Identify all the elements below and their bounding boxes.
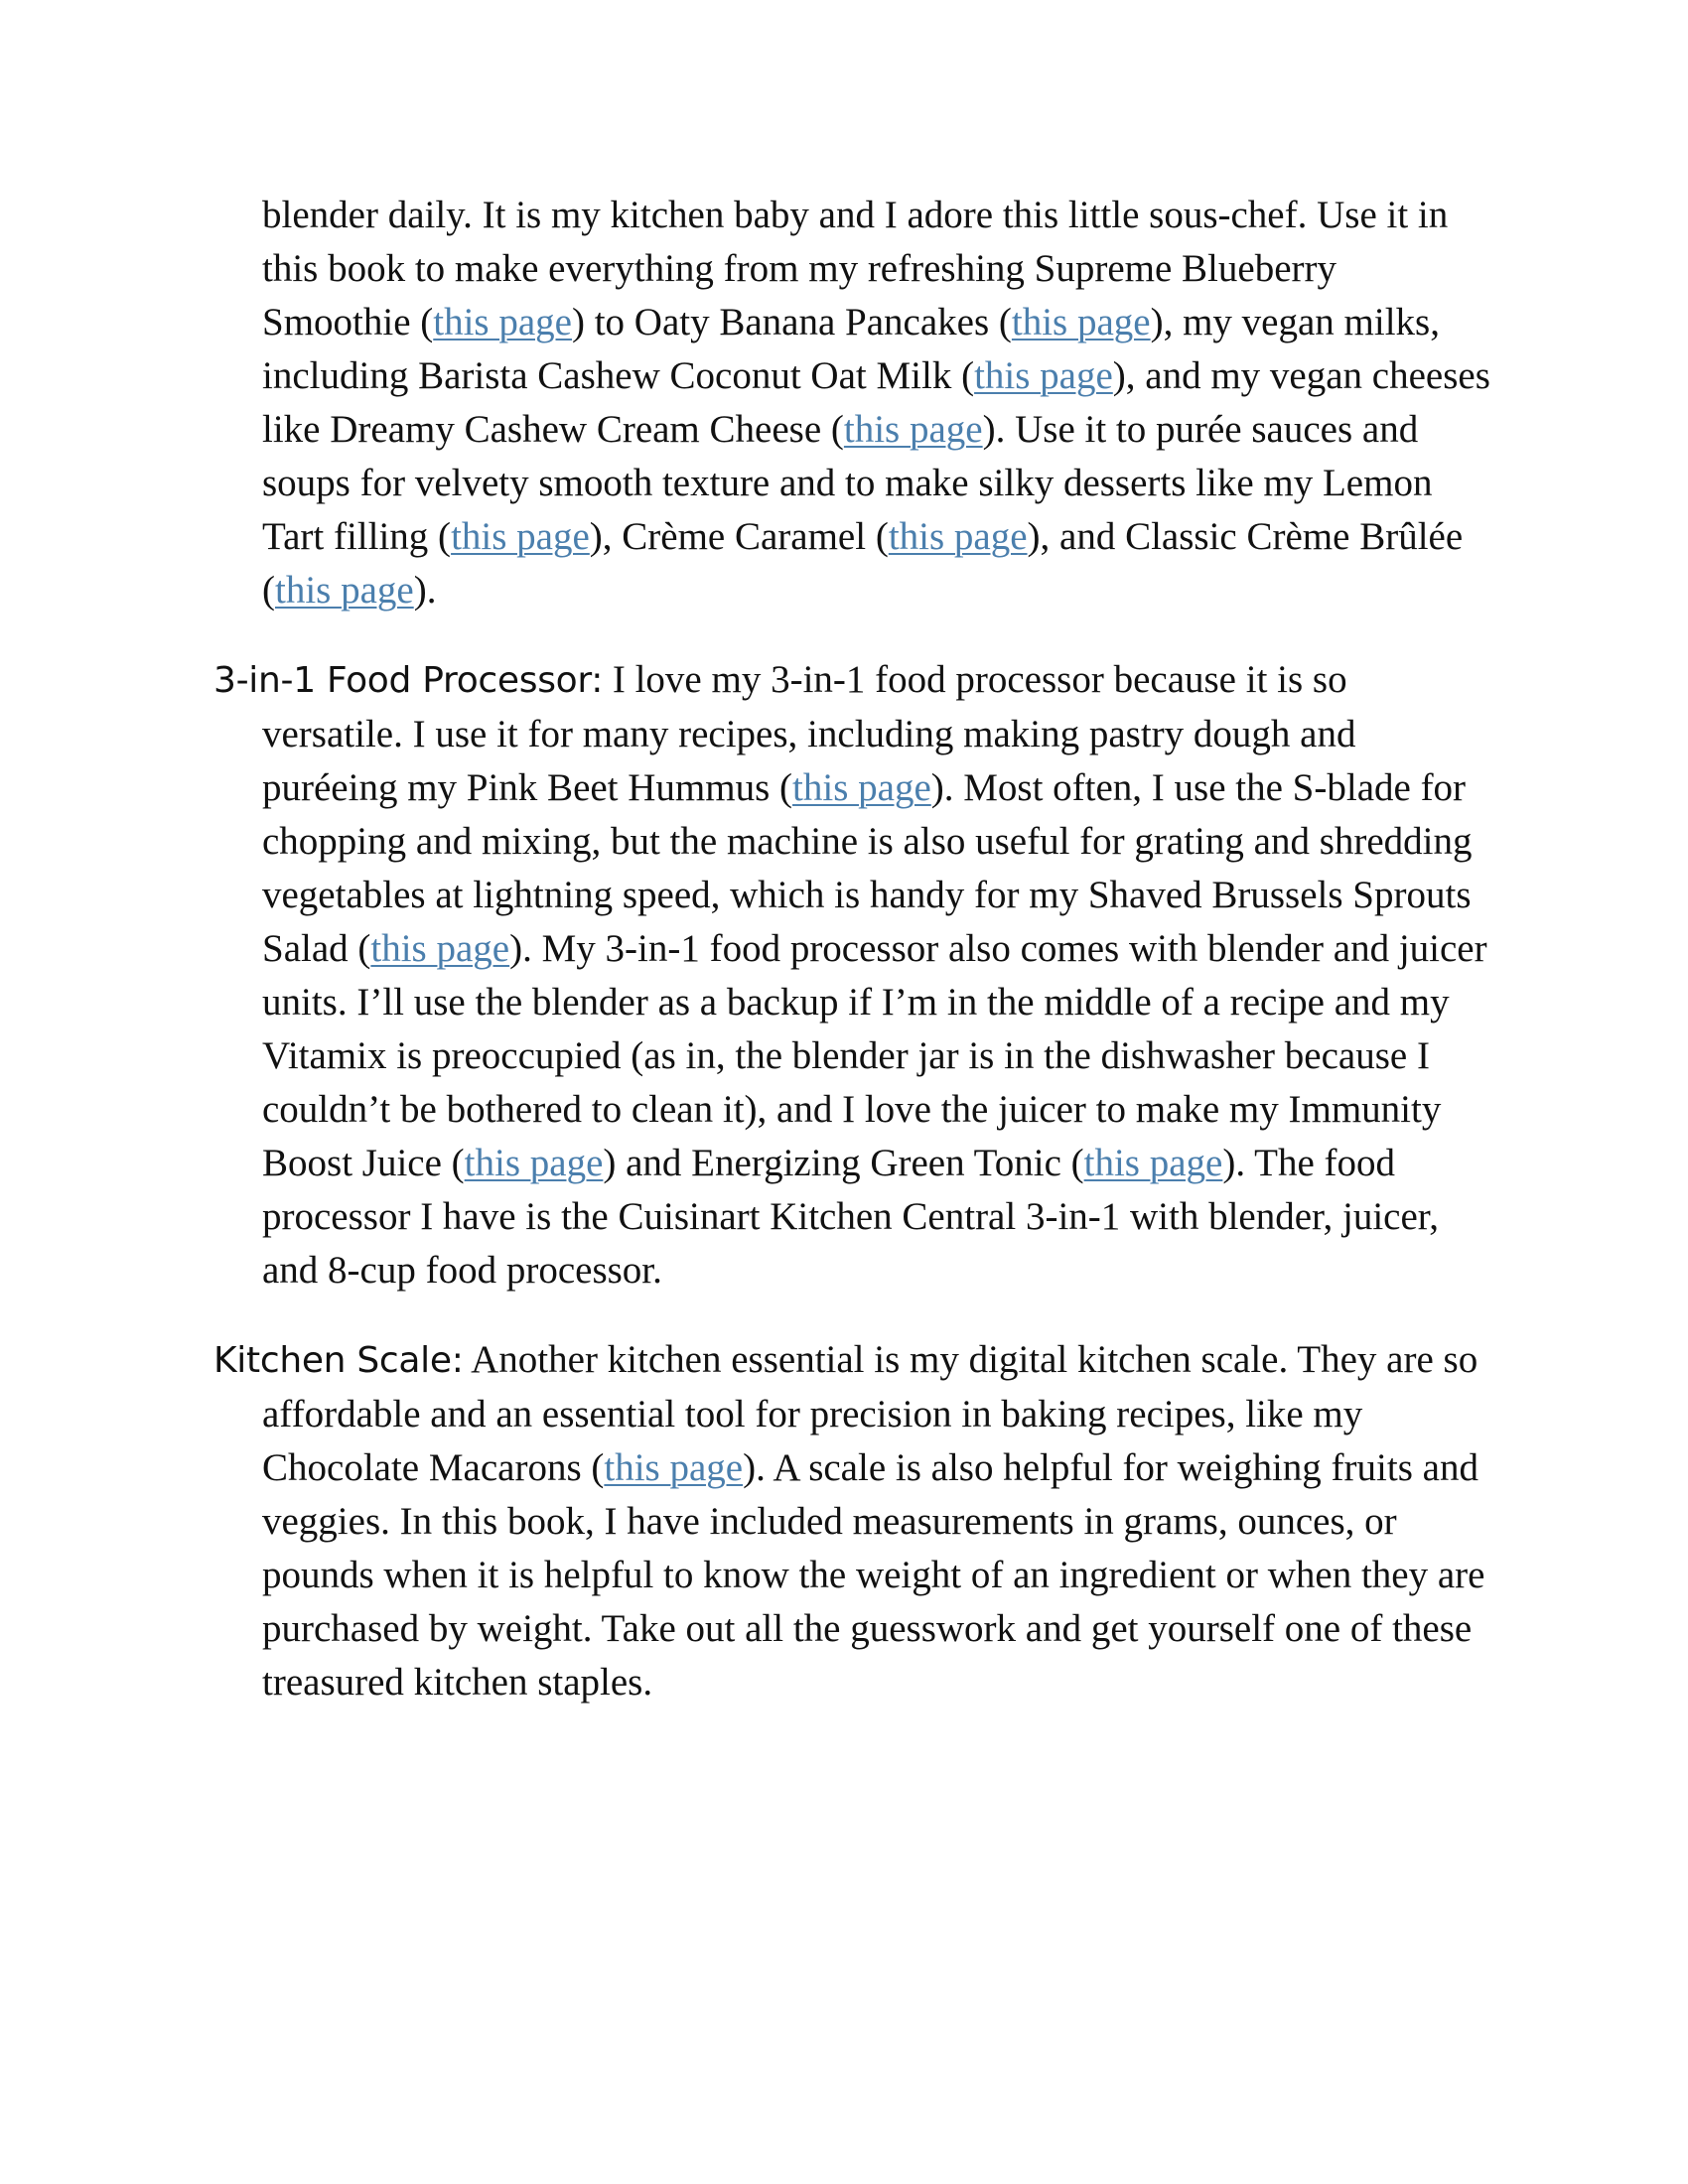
page-link[interactable]: this page bbox=[843, 408, 983, 451]
paragraph-text: ), and Classic Crème Brûlée ( bbox=[262, 515, 1464, 612]
paragraph-text: ). The food processor I have is the Cuisinart Kitchen Central 3-in-1 with blender, juicer, and 8-cup food processor. bbox=[262, 1142, 1439, 1292]
paragraph-text: ). bbox=[413, 569, 437, 612]
page-link[interactable]: this page bbox=[370, 927, 510, 970]
page-link[interactable]: this page bbox=[275, 569, 414, 612]
paragraph-text: ). Most often, I use the S-blade for chopping and mixing, but the machine is also useful for grating and shredding vegetables at lightning speed, which is handy for my Shaved Brussels Sprouts Salad ( bbox=[262, 766, 1473, 970]
entry-term: 3-in-1 Food Processor: bbox=[213, 660, 604, 701]
page-link[interactable]: this page bbox=[433, 301, 572, 343]
page-link[interactable]: this page bbox=[464, 1142, 604, 1184]
paragraph-text: ) to Oaty Banana Pancakes ( bbox=[571, 301, 1012, 343]
kitchen-scale-entry bbox=[213, 1333, 1494, 1709]
paragraph-text: ), Crème Caramel ( bbox=[589, 515, 889, 558]
entry-term: Kitchen Scale: bbox=[213, 1340, 464, 1381]
page-link[interactable]: this page bbox=[1083, 1142, 1223, 1184]
paragraph-text: blender daily. It is my kitchen baby and I adore this little sous-chef. Use it in this book to make everything from my refreshing Supreme Blueberry Smoothie ( bbox=[262, 194, 1449, 343]
paragraph-text: ). Use it to purée sauces and soups for velvety smooth texture and to make silky desserts like my Lemon Tart filling ( bbox=[262, 408, 1433, 558]
page-link[interactable]: this page bbox=[1011, 301, 1151, 343]
paragraph-text: Another kitchen essential is my digital kitchen scale. They are so affordable and an essential tool for precision in baking recipes, like my Chocolate Macarons ( bbox=[262, 1338, 1478, 1489]
page-link[interactable]: this page bbox=[974, 354, 1113, 397]
page-link[interactable]: this page bbox=[604, 1446, 744, 1489]
food-processor-entry bbox=[213, 653, 1494, 1297]
paragraph-text: ), and my vegan cheeses like Dreamy Cashew Cream Cheese ( bbox=[262, 354, 1490, 451]
page-link[interactable]: this page bbox=[888, 515, 1028, 558]
page-link[interactable]: this page bbox=[451, 515, 590, 558]
page-body bbox=[213, 189, 1494, 1709]
paragraph-text: ). My 3-in-1 food processor also comes with blender and juicer units. I’ll use the blender as a backup if I’m in the middle of a recipe and my Vitamix is preoccupied (as in, the blender jar is in the dishwasher because I couldn’t be bothered to clean it), and I love the juicer to make my Immunity Boost Juice ( bbox=[262, 927, 1487, 1184]
paragraph-text: ) and Energizing Green Tonic ( bbox=[603, 1142, 1084, 1184]
paragraph-text: I love my 3-in-1 food processor because it is so versatile. I use it for many recipes, including making pastry dough and puréeing my Pink Beet Hummus ( bbox=[262, 658, 1356, 809]
paragraph-text: ), my vegan milks, including Barista Cashew Coconut Oat Milk ( bbox=[262, 301, 1440, 397]
page-link[interactable]: this page bbox=[792, 766, 931, 809]
paragraph-text: ). A scale is also helpful for weighing fruits and veggies. In this book, I have included measurements in grams, ounces, or pounds when it is helpful to know the weight of an ingredient or when they are purchased by weight. Take out all the guesswork and get yourself one of these treasured kitchen staples. bbox=[262, 1446, 1485, 1704]
blender-continuation-paragraph bbox=[213, 189, 1494, 617]
